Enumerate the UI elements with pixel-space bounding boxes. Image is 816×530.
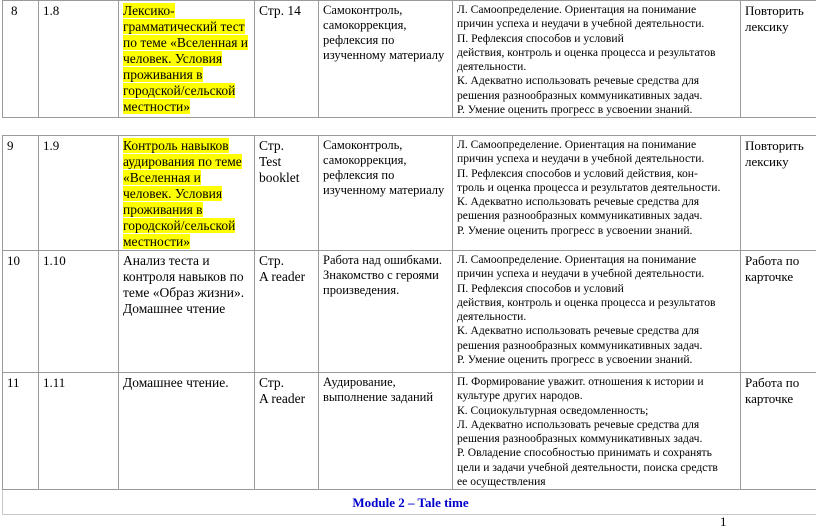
topic-line: теме «Образ жизни». (123, 285, 244, 300)
lesson-activity (319, 373, 453, 490)
homework-line: лексику (745, 154, 789, 169)
uud-line: троль и оценка процесса и результатов деятельности. (457, 181, 736, 195)
activity-line: самокоррекция, (323, 18, 406, 32)
uud-line: решения разнообразных коммуникативных задач. (457, 89, 736, 103)
uud-line: П. Формирование уважит. отношения к истории и (457, 375, 736, 389)
uud-line: действия, контроль и оценка процесса и результатов (457, 296, 736, 310)
activity-line: выполнение заданий (323, 390, 433, 404)
activity-line: изученному материалу (323, 183, 444, 197)
lesson-number: 11 (3, 373, 39, 490)
page-line: Test (259, 154, 281, 169)
topic-line: контроля навыков по (123, 269, 244, 284)
uud-line: К. Адекватно использовать речевые средства для (457, 324, 736, 338)
uud-line: решения разнообразных коммуникативных задач. (457, 432, 736, 446)
table-row (3, 1, 816, 118)
uud-line: деятельности. (457, 60, 736, 74)
uud-line: причин успеха и неудачи в учебной деятельности. (457, 17, 736, 31)
page-line: booklet (259, 170, 300, 185)
table-row (3, 251, 816, 373)
homework-line: Работа по (745, 253, 799, 268)
topic-line: Лексико- (123, 3, 175, 18)
lesson-code: 1.8 (39, 1, 119, 118)
page-line: A reader (259, 269, 305, 284)
lesson-homework (741, 1, 816, 118)
activity-line: Самоконтроль, (323, 3, 402, 17)
uud-line: Л. Самоопределение. Ориентация на понимание (457, 253, 736, 267)
uud-line: К. Адекватно использовать речевые средства для (457, 74, 736, 88)
uud-line: решения разнообразных коммуникативных задач. (457, 339, 736, 353)
lesson-uud (453, 251, 741, 373)
activity-line: самокоррекция, (323, 153, 406, 167)
lesson-table-top (2, 0, 816, 118)
activity-line: произведения. (323, 283, 399, 297)
page-line: Стр. (259, 375, 284, 390)
lesson-uud (453, 1, 741, 118)
topic-line: Контроль навыков (123, 138, 229, 153)
lesson-code: 1.10 (39, 251, 119, 373)
lesson-uud (453, 136, 741, 251)
activity-line: Работа над ошибками. (323, 253, 442, 267)
uud-line: Р. Умение оценить прогресс в усвоении знаний. (457, 224, 736, 238)
homework-line: карточке (745, 269, 793, 284)
topic-line: городской/сельской (123, 218, 235, 233)
page-line: A reader (259, 391, 305, 406)
homework-line: Повторить (745, 3, 804, 18)
topic-line: по теме «Вселенная и (123, 35, 248, 50)
table-row (3, 136, 816, 251)
lesson-topic (119, 251, 255, 373)
activity-line: изученному материалу (323, 48, 444, 62)
module-row (3, 490, 816, 515)
homework-line: лексику (745, 19, 789, 34)
topic-line: проживания в (123, 202, 203, 217)
uud-line: причин успеха и неудачи в учебной деятельности. (457, 267, 736, 281)
uud-line: культуре других народов. (457, 389, 736, 403)
homework-line: Работа по (745, 375, 799, 390)
lesson-topic (119, 1, 255, 118)
page-line: Стр. 14 (259, 3, 301, 18)
topic-line: человек. Условия (123, 186, 222, 201)
lesson-homework (741, 136, 816, 251)
homework-line: Повторить (745, 138, 804, 153)
homework-line: карточке (745, 391, 793, 406)
lesson-table-bottom (2, 135, 816, 515)
lesson-code: 1.11 (39, 373, 119, 490)
lesson-page (255, 251, 319, 373)
topic-line: Анализ теста и (123, 253, 210, 268)
uud-line: К. Адекватно использовать речевые средства для (457, 195, 736, 209)
lesson-activity (319, 1, 453, 118)
uud-line: Р. Овладение способностью принимать и сохранять (457, 446, 736, 460)
lesson-activity (319, 136, 453, 251)
uud-line: Р. Умение оценить прогресс в усвоении знаний. (457, 353, 736, 367)
lesson-number: 9 (3, 136, 39, 251)
topic-line: местности» (123, 234, 190, 249)
page-line: Стр. (259, 138, 284, 153)
topic-line: Домашнее чтение. (123, 375, 229, 390)
activity-line: рефлексия по (323, 168, 394, 182)
uud-line: П. Рефлексия способов и условий действия, кон- (457, 167, 736, 181)
lesson-code: 1.9 (39, 136, 119, 251)
uud-line: Л. Адекватно использовать речевые средства для (457, 418, 736, 432)
uud-line: П. Рефлексия способов и условий (457, 32, 736, 46)
topic-line: человек. Условия (123, 51, 222, 66)
activity-line: Самоконтроль, (323, 138, 402, 152)
page-line: Стр. (259, 253, 284, 268)
uud-line: К. Социокультурная осведомленность; (457, 404, 736, 418)
uud-line: Л. Самоопределение. Ориентация на понимание (457, 3, 736, 17)
lesson-number: 10 (3, 251, 39, 373)
activity-line: Аудирование, (323, 375, 396, 389)
topic-line: аудирования по теме (123, 154, 242, 169)
topic-line: местности» (123, 99, 190, 114)
uud-line: решения разнообразных коммуникативных задач. (457, 209, 736, 223)
uud-line: цели и задачи учебной деятельности, поиска средств (457, 461, 736, 475)
lesson-topic (119, 136, 255, 251)
page-number: 1 (720, 514, 727, 530)
activity-line: рефлексия по (323, 33, 394, 47)
uud-line: П. Рефлексия способов и условий (457, 282, 736, 296)
topic-line: городской/сельской (123, 83, 235, 98)
topic-line: «Вселенная и (123, 170, 201, 185)
module-title: Module 2 – Tale time (3, 490, 816, 515)
lesson-page (255, 136, 319, 251)
activity-line: Знакомство с героями (323, 268, 439, 282)
lesson-page (255, 373, 319, 490)
topic-line: проживания в (123, 67, 203, 82)
lesson-uud (453, 373, 741, 490)
lesson-topic (119, 373, 255, 490)
uud-line: Л. Самоопределение. Ориентация на понимание (457, 138, 736, 152)
lesson-activity (319, 251, 453, 373)
uud-line: Р. Умение оценить прогресс в усвоении знаний. (457, 103, 736, 117)
uud-line: ее осуществления (457, 475, 736, 489)
lesson-page (255, 1, 319, 118)
topic-line: грамматический тест (123, 19, 245, 34)
uud-line: причин успеха и неудачи в учебной деятельности. (457, 152, 736, 166)
lesson-homework (741, 251, 816, 373)
lesson-homework (741, 373, 816, 490)
topic-line: Домашнее чтение (123, 301, 225, 316)
uud-line: деятельности. (457, 310, 736, 324)
table-row (3, 373, 816, 490)
lesson-number: 8 (3, 1, 39, 118)
uud-line: действия, контроль и оценка процесса и результатов (457, 46, 736, 60)
